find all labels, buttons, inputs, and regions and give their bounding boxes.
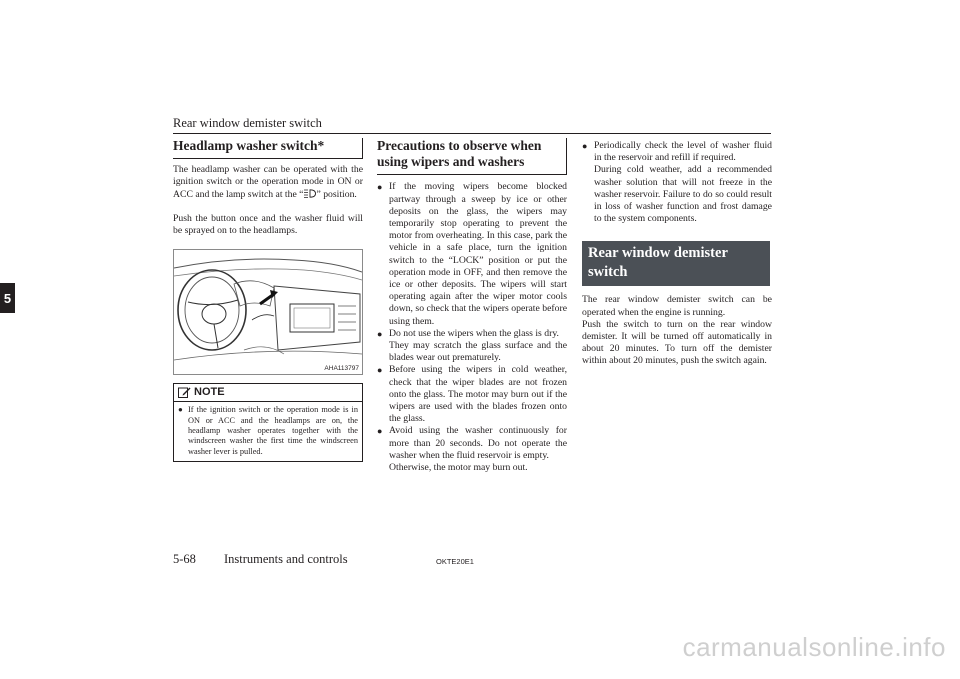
- running-header: Rear window demister switch: [173, 116, 322, 130]
- list-item: [582, 140, 772, 225]
- section-heading-headlamp-washer: Headlamp washer switch*: [173, 138, 363, 159]
- list-item-text: They may scratch the glass surface and the blades wear out prematurely.: [389, 340, 567, 364]
- section-heading-precautions: [377, 138, 567, 175]
- column-demister: [582, 138, 772, 368]
- page-number: 5-68: [173, 552, 196, 566]
- list-item: [377, 425, 567, 474]
- watermark: carmanualsonline.info: [682, 632, 946, 662]
- bullet-icon: ●: [582, 141, 588, 151]
- list-item-text: If the moving wipers become blocked partway through a sweep by ice or other deposits on the glass, the wipers may temporarily stop operating to prevent the motor from overheating. In this case, park the vehicle in a safe place, turn the ignition switch to the “LOCK” position or put the operation mode in OFF, and then remove the ice or other deposits. The wipers will start operating again after the wiper motor cools down, so check that the wipers operate before using them.: [389, 181, 567, 327]
- section-banner-rear-demister: [582, 241, 770, 286]
- headlamp-symbol-icon: [303, 189, 316, 198]
- intro-text-a: The headlamp washer can be operated with the ignition switch or the operation mode in ON or ACC and the lamp switch at the “: [173, 164, 363, 200]
- intro-text-b: ” position.: [316, 188, 357, 200]
- document-code: OKTE20E1: [436, 557, 474, 566]
- chapter-tab: 5: [0, 283, 15, 313]
- list-item-text: Do not use the wipers when the glass is dry.: [389, 327, 559, 339]
- heading-line-1: Precautions to observe when: [377, 138, 542, 153]
- bullet-icon: ●: [377, 182, 383, 193]
- bullet-icon: ●: [377, 426, 383, 437]
- list-item: [377, 364, 567, 425]
- note-label: NOTE: [194, 386, 225, 399]
- headlamp-washer-intro: [173, 164, 363, 201]
- header-rule: [173, 133, 771, 134]
- note-bullet-icon: ●: [178, 405, 183, 415]
- headlamp-washer-usage: Push the button once and the washer fluid will be sprayed on to the headlamps.: [173, 212, 363, 236]
- precautions-list: [377, 181, 567, 474]
- washer-fluid-list: [582, 140, 772, 225]
- bullet-icon: ●: [377, 328, 383, 339]
- note-header: [174, 384, 362, 402]
- note-text: If the ignition switch or the operation mode is in ON or ACC and the headlamps are on, the headlamp washer operates together with the windscreen washer the first time the windscreen washer lever is pulled.: [188, 405, 358, 456]
- list-item-text: Avoid using the washer continuously for more than 20 seconds. Do not operate the washer when the fluid reservoir is empty.: [389, 425, 567, 461]
- list-item: [377, 181, 567, 327]
- note-item: [174, 402, 362, 461]
- column-headlamp-washer: [173, 138, 363, 462]
- list-item: [377, 328, 567, 365]
- dashboard-drawing: [174, 250, 362, 374]
- banner-line-1: Rear window demister: [588, 245, 728, 262]
- list-item-text: Periodically check the level of washer fluid in the reservoir and refill if required.: [594, 140, 772, 164]
- note-box: [173, 383, 363, 462]
- figure-code: AHA113797: [324, 365, 359, 373]
- demister-intro: The rear window demister switch can be operated when the engine is running.: [582, 294, 772, 318]
- dashboard-illustration: [173, 249, 363, 375]
- bullet-icon: ●: [377, 365, 383, 376]
- list-item-text: During cold weather, add a recommended washer solution that will not freeze in the washer reservoir. Failure to do so could result in loss of washer function and frost damage to the system components.: [594, 164, 772, 225]
- demister-usage: Push the switch to turn on the rear window demister. It will be turned off automatically in about 20 minutes. To turn off the demister within about 20 minutes, push the switch again.: [582, 318, 772, 367]
- note-pencil-icon: [178, 386, 191, 398]
- column-precautions: [377, 138, 567, 474]
- list-item-text: Otherwise, the motor may burn out.: [389, 462, 528, 474]
- list-item-text: Before using the wipers in cold weather, check that the wiper blades are not frozen onto the glass. The motor may burn out if the wipers are used with the blades frozen onto the glass.: [389, 364, 567, 425]
- heading-line-2: using wipers and washers: [377, 154, 525, 170]
- banner-line-2: switch: [588, 264, 628, 281]
- chapter-title: Instruments and controls: [224, 552, 348, 566]
